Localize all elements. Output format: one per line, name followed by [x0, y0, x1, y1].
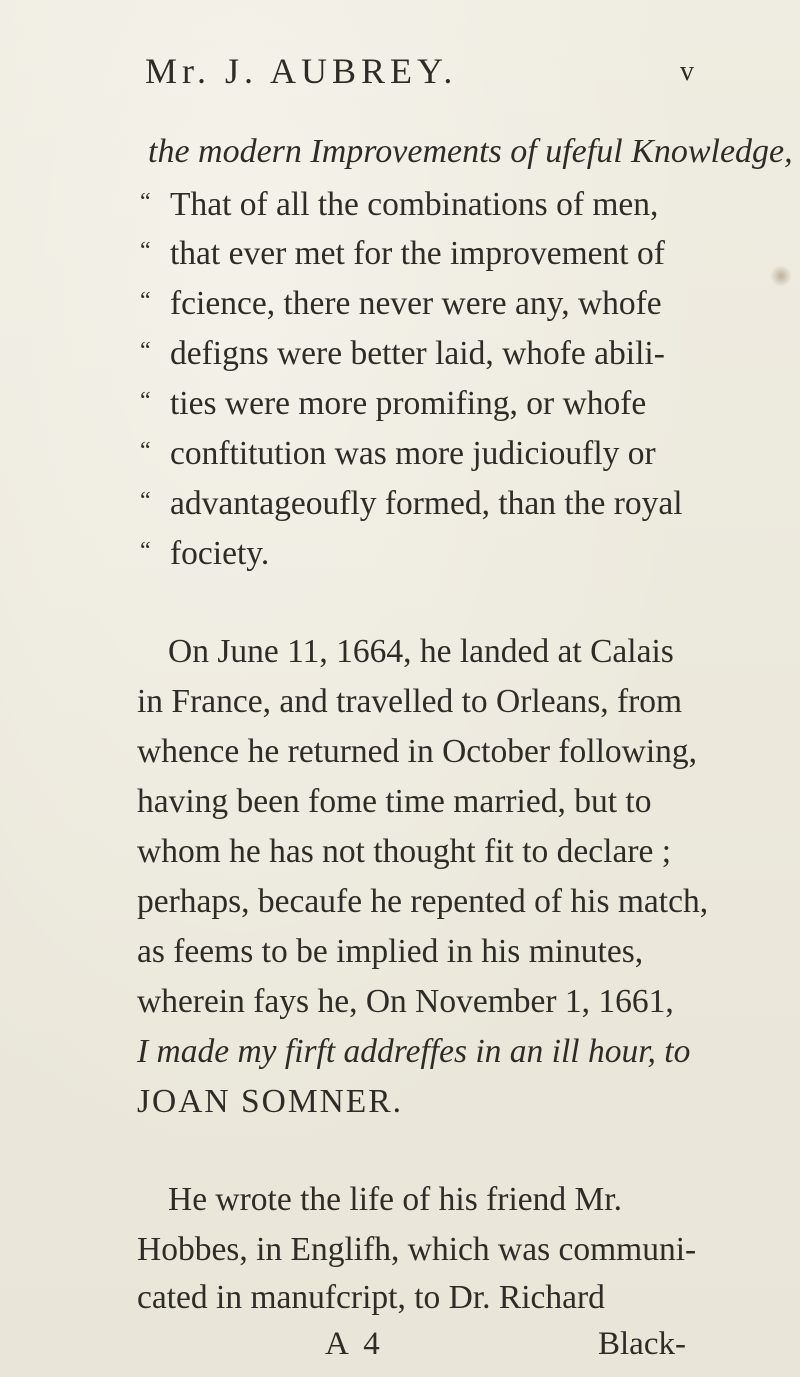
- catchword: Black-: [598, 1326, 686, 1362]
- paragraph-line: cated in manufcript, to Dr. Richard: [137, 1279, 605, 1316]
- paragraph-line: whom he has not thought fit to declare ;: [137, 833, 672, 870]
- paragraph-line: as feems to be implied in his minutes,: [137, 933, 644, 970]
- quote-mark: “: [140, 189, 151, 215]
- quote-mark: “: [140, 438, 151, 464]
- quote-mark: “: [140, 488, 151, 514]
- quote-line: “ fociety.: [140, 531, 269, 574]
- paragraph-line: wherein fays he, On November 1, 1661,: [137, 983, 674, 1020]
- quote-title-line: the modern Improvements of ufeful Knowledge,: [148, 133, 793, 170]
- quote-line: “ that ever met for the improvement of: [140, 231, 665, 274]
- page-folio: v: [680, 56, 694, 87]
- quote-mark: “: [140, 288, 151, 314]
- paragraph-line: On June 11, 1664, he landed at Calais: [168, 633, 674, 670]
- running-title: Mr. J. AUBREY.: [145, 51, 458, 91]
- quote-mark: “: [140, 388, 151, 414]
- quote-mark: “: [140, 538, 151, 564]
- quote-line: “ advantageoufly formed, than the royal: [140, 481, 683, 524]
- paragraph-line: Hobbes, in Englifh, which was communi-: [137, 1231, 697, 1268]
- quote-line: “ ties were more promifing, or whofe: [140, 381, 646, 424]
- paper-stain: [770, 265, 792, 287]
- paragraph-line: perhaps, becaufe he repented of his match,: [137, 883, 709, 920]
- paragraph-line: having been fome time married, but to: [137, 783, 652, 820]
- quote-line: “ fcience, there never were any, whofe: [140, 281, 662, 324]
- quote-mark: “: [140, 238, 151, 264]
- paragraph-line: in France, and travelled to Orleans, from: [137, 683, 683, 720]
- quote-line: “ defigns were better laid, whofe abili-: [140, 331, 665, 374]
- quote-line: “ conftitution was more judicioufly or: [140, 431, 656, 474]
- paragraph-line: whence he returned in October following,: [137, 733, 697, 770]
- paragraph-line: He wrote the life of his friend Mr.: [168, 1181, 622, 1218]
- paragraph-italic-line: I made my firft addreffes in an ill hour, to: [137, 1033, 691, 1070]
- quote-line: “ That of all the combinations of men,: [140, 182, 658, 225]
- paragraph-name: JOAN SOMNER.: [137, 1083, 403, 1120]
- quote-mark: “: [140, 338, 151, 364]
- signature-mark: A 4: [325, 1326, 384, 1362]
